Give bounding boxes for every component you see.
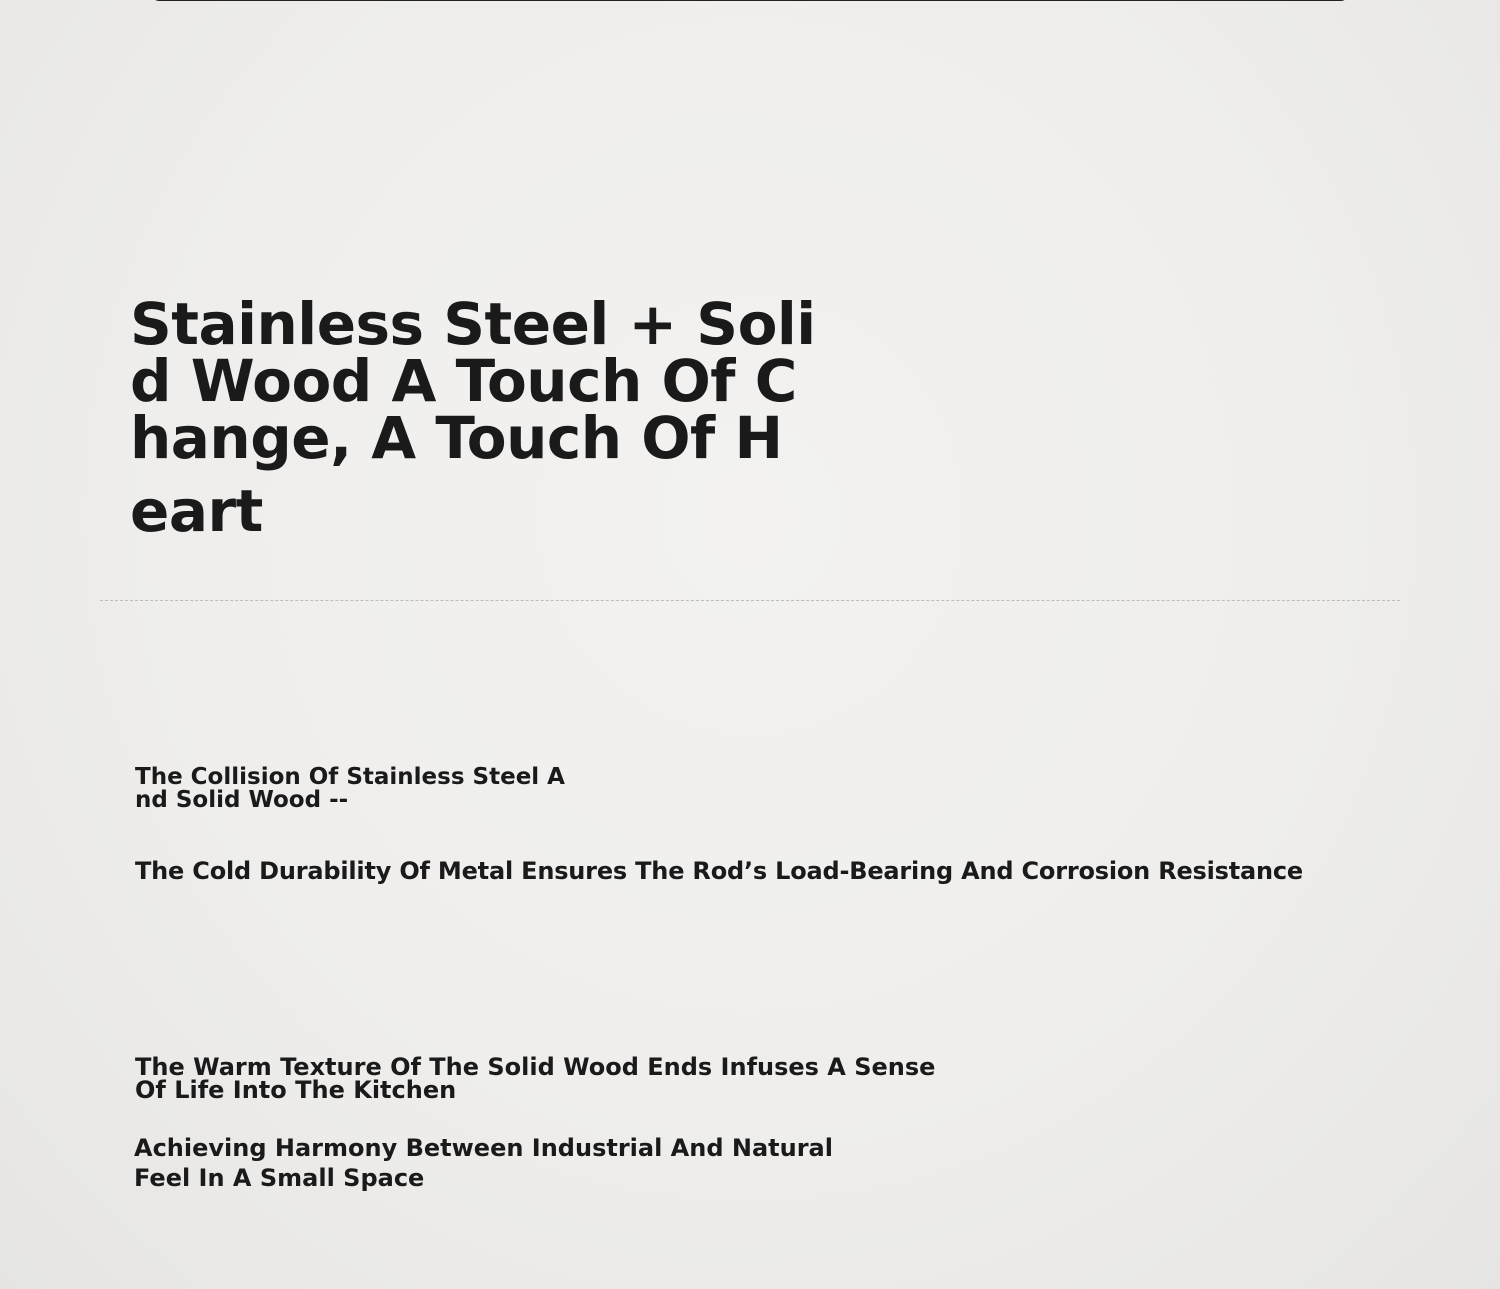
- hero-title-last: eart: [130, 477, 263, 545]
- feature-harmony: Achieving Harmony Between Industrial And Natural Feel In A Small Space: [134, 1134, 833, 1192]
- top-edge-bar: [152, 0, 1348, 1]
- feature-wood-texture: The Warm Texture Of The Solid Wood Ends Infuses A Sense Of Life Into The Kitchen: [135, 1053, 936, 1104]
- feature-metal-durability: The Cold Durability Of Metal Ensures The Rod’s Load-Bearing And Corrosion Resistance: [135, 857, 1304, 885]
- hero-title: [130, 290, 830, 545]
- section-subtitle: The Collision Of Stainless Steel And Solid Wood --: [135, 764, 565, 813]
- section-divider: [100, 600, 1400, 601]
- hero-title-main: Stainless Steel + Solid Wood A Touch Of Change, A Touch Of H: [130, 290, 816, 472]
